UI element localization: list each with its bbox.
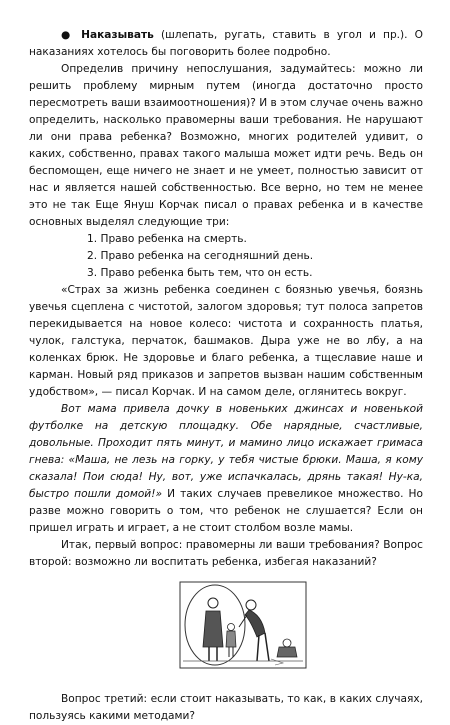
lead-term: Наказывать	[81, 29, 154, 41]
paragraph-rights-intro: Определив причину непослушания, задумайтесь: можно ли решить проблему мирным путем (иногда достаточно просто пересмотреть ваши взаимоотношения)? И в этом случае очень важно определить, насколько правомерны ваши требования. Не нарушают ли они права ребенка? Возможно, многих родителей удивит, о каких, собственно, правах такого малыша может идти речь. Ведь он беспомощен, еще ничего не знает и не умеет, полностью зависит от нас и является нашей собственностью. Все верно, но тем не менее это не так Еще Януш Корчак писал о правах ребенка и в качестве основных выделял следующие три:	[29, 63, 423, 228]
parent-scolding-child-illustration	[179, 581, 307, 669]
example-text: И таких случаев превеликое множество. Но разве можно говорить о том, что ребенок не слушается? Если он пришел играть и играет, а не стоит столбом возле мамы.	[29, 488, 423, 534]
paragraph-example	[29, 401, 423, 537]
bullet-icon: ●	[61, 29, 74, 41]
paragraph-korczak-quote: «Страх за жизнь ребенка соединен с боязнью увечья, боязнь увечья сцеплена с чистотой, залогом здоровья; тут полоса запретов перекидывается на новое колесо: чистота и сохранность платья, чулок, галстука, перчаток, башмаков. Дыра уже не во лбу, а на коленках брюк. Не здоровье и благо ребенка, а тщеславие наше и карман. Новый ряд приказов и запретов вызван нашим собственным удобством», — писал Корчак. И на самом деле, оглянитесь вокруг.	[29, 284, 423, 398]
illustration	[179, 581, 307, 669]
rights-list-item: 1. Право ребенка на смерть.	[87, 233, 247, 245]
example-italic: Вот мама привела дочку в новеньких джинсах и новенькой футболке на детскую площадку. Обе нарядные, счастливые, довольные. Проходит пять минут, и мамино лицо искажает гримаса гнева: «Маша, не лезь на горку, у тебя чистые брюки. Маша, я кому сказала! Пои сюда! Ну, вот, уже испачкалась, дрянь такая! Ну-ка, быстро пошли домой!»	[29, 403, 423, 500]
paragraph-punish	[29, 27, 423, 61]
rights-list-item: 2. Право ребенка на сегодняшний день.	[87, 250, 314, 262]
paragraph-third-question: Вопрос третий: если стоит наказывать, то как, в каких случаях, пользуясь какими методами?	[29, 693, 423, 722]
rights-list-item: 3. Право ребенка быть тем, что он есть.	[87, 267, 313, 279]
rights-list	[29, 231, 423, 282]
paragraph-punish-text: (шлепать, ругать, ставить в угол и пр.). О наказаниях хотелось бы поговорить более подробно.	[29, 29, 423, 58]
paragraph-questions: Итак, первый вопрос: правомерны ли ваши требования? Вопрос второй: возможно ли воспитать ребенка, избегая наказаний?	[29, 539, 423, 568]
